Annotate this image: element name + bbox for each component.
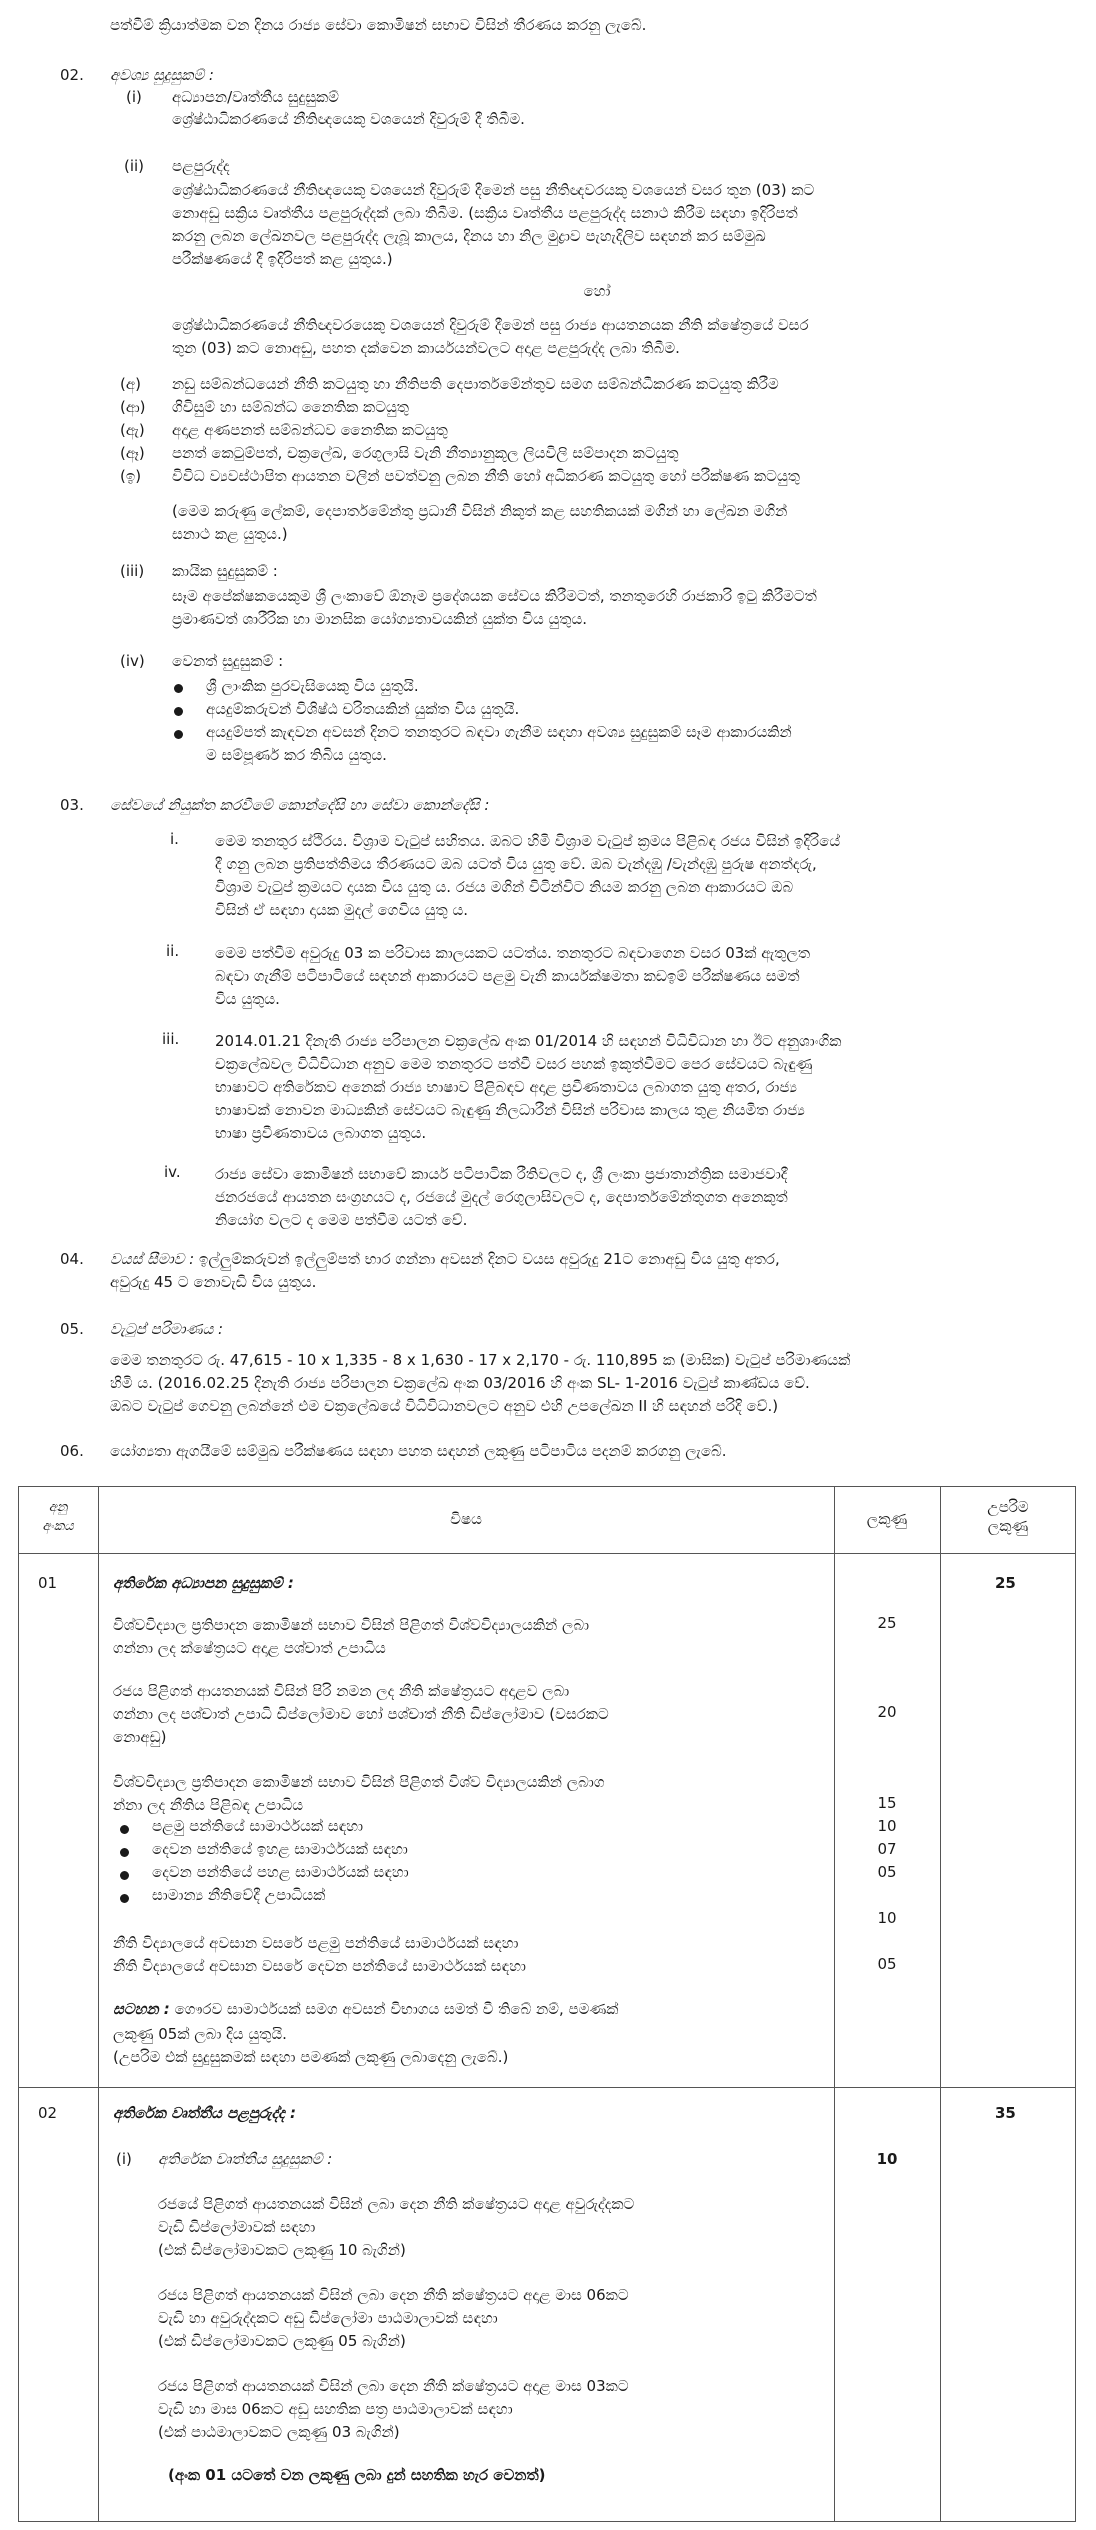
row-01-c-bullet: පළමු පන්තියේ සාමාර්ථයක් සඳහා [152,1817,364,1835]
s02-i-title: අධ්‍යාපන/වෘත්තීය සුදුසුකම් [172,88,339,106]
section-04-line2: අවුරුදු 45 ට නොවැඩි විය යුතුය. [110,1273,317,1291]
s02-iii-text: සෑම අපේක්ෂකයෙකුම ශ්‍රී ලංකාවේ ඕනෑම ප්‍රදේශයක සේවය කිරීමටත්, තනතුරෙහි රාජකාරි ඉටු කිරීමටත් ප්‍රමාණවත් ශාරීරික හා මානසික යෝග්‍යතාවයකින් යුක්ත විය යුතුය. [172,587,817,628]
bullet-icon [120,1894,129,1903]
section-03-heading: සේවයේ නියුක්ත කරවීමේ කොන්දේසි හා සේවා කොන්දේසි : [110,796,490,814]
header-marks: ලකුණු [866,1510,908,1528]
header-subject: විෂය [450,1510,482,1528]
list-item: පනත් කෙටුම්පත්, චක්‍රලේඛ, රෙගුලාසි වැනි නීත්‍යානුකූල ලියවිලි සම්පාදන කටයුතු [172,444,679,462]
row-02-group-2: රජය පිළිගත් ආයතනයක් විසින් ලබා දෙන නීති ක්ෂේත්‍රයට අදාළ මාස 06කට වැඩි හා අවුරුද්දකට අඩු ඩිප්ලෝමා පාඨමාලාවක් සඳහා (එක් ඩිප්ලෝමාවකට ලකුණු 05 බැගින්) [158,2286,629,2350]
list-marker: (ආ) [120,398,146,416]
row-02-max: 35 [995,2104,1016,2122]
section-02-number: 02. [60,66,84,84]
section-05-text: මෙම තනතුරට රු. 47,615 - 10 x 1,335 - 8 x 1,630 - 17 x 2,170 - රු. 110,895 ක (මාසික) වැටුප් පරිමාණයක් හිමි ය. (2016.02.25 දිනැති රාජ්‍ය පරිපාලන චක්‍රලේඛ අංක 03/2016 හි අංක SL- 1-2016 වැටුප් කාණ්ඩය වේ. ඔබට වැටුප් ගෙවනු ලබන්නේ එම චක්‍රලේඛයේ විධිවිධානවලට අනුව එහි උපලේඛන II හි සඳහන් පරිදි වේ.) [110,1351,851,1415]
bullet-icon [174,707,183,716]
list-item: නඩු සම්බන්ධයෙන් නීති කටයුතු හා නීතිපති දෙපාර්තමේන්තුව සමග සම්බන්ධීකරණ කටයුතු කිරීම [172,375,779,393]
row-01-max: 25 [995,1574,1016,1592]
section-05-heading: වැටුප් පරිමාණය : [110,1320,224,1338]
s02-i-marker: (i) [126,88,142,106]
list-marker: (ඈ) [120,444,145,462]
row-01-c-marks: 05 [877,1863,897,1881]
bullet-icon [120,1825,129,1834]
s02-iv-title: වෙනත් සුදුසුකම් : [172,652,284,670]
s03-item-iii: 2014.01.21 දිනැති රාජ්‍ය පරිපාලන චක්‍රලේඛ අංක 01/2014 හි සඳහන් විධිවිධාන හා ඊට අනුශාංගික චක්‍රලේඛවල විධිවිධාන අනුව මෙම තනතුරට පත්වී වසර පහක් ඉකුත්වීමට පෙර සේවයට බැඳුණු භාෂාවට අතිරේකව අනෙක් රාජ්‍ය භාෂාව පිළිබඳව අදාළ ප්‍රවීණතාවය ලබාගත යුතු අතර, රාජ්‍ය භාෂාවක් නොවන මාධ්‍යකින් සේවයට බැඳුණු නිලධාරීන් විසින් පරිවාස කාලය තුළ නියමිත රාජ්‍ය භාෂා ප්‍රවීණතාවය ලබාගත යුතුය. [215,1032,842,1142]
section-05-number: 05. [60,1320,84,1338]
note-label: සටහන : [113,2000,170,2018]
s02-iv-marker: (iv) [120,652,145,670]
row-01-d-marks: 05 [877,1955,897,1973]
list-item: ගිවිසුම් හා සම්බන්ධ නෛතික කටයුතු [172,398,409,416]
bullet-icon [120,1871,129,1880]
s02-iv-bullet-3-cont: ම සම්පූර්ණ කර තිබිය යුතුය. [206,746,387,764]
bullet-icon [174,730,183,739]
section-04-heading: වයස් සීමාව : [110,1250,195,1268]
row-01-c-bullet: දෙවන පන්තියේ ඉහළ සාමාර්ථයක් සඳහා [152,1840,408,1858]
s02-iv-bullet-2: අයදුම්කරුවන් විශිෂ්ඨ චරිතයකින් යුක්ත විය යුතුයි. [206,700,520,718]
header-number: අනු අංකය [42,1500,74,1534]
row-02-group-3: රජය පිළිගත් ආයතනයක් විසින් ලබා දෙන නීති ක්ෂේත්‍රයට අදාළ මාස 03කට වැඩි හා මාස 06කට අඩු සහතික පත්‍ර පාඨමාලාවක් සඳහා (එක් පාඨමාලාවකට ලකුණු 03 බැගින්) [158,2377,629,2441]
section-02-heading: අවශ්‍ය සුදුසුකම් : [110,66,214,84]
s02-i-text: ශ්‍රේෂ්ඨාධිකරණයේ නීතිඥයෙකු වශයෙන් දිවුරුම් දී තිබීම. [172,110,525,128]
list-marker: (ඉ) [120,467,142,485]
s03-item-ii: මෙම පත්වීම අවුරුදු 03 ක පරිවාස කාලයකට යටත්ය. තනතුරට බඳවාගෙන වසර 03ක් ඇතුලත බඳවා ගැනීම් පටිපාටියේ සඳහන් ආකාරයට පළමු වැනි කාර්යක්ෂමතා කඩඉම් පරීක්ෂණය සමත් විය යුතුය. [215,944,811,1008]
row-01-c-marks: 07 [877,1840,897,1858]
section-06-text: යෝග්‍යතා ඇගයීමේ සම්මුඛ පරීක්ෂණය සඳහා පහත සඳහන් ලකුණු පටිපාටිය පදනම් කරගනු ලැබේ. [110,1442,727,1460]
section-04-line1: වයස් සීමාව : ඉල්ලුම්කරුවන් ඉල්ලුම්පත් භාර ගන්නා අවසන් දිනට වයස අවුරුදු 21ට නොඅඩු විය යුතු අතර, [110,1250,780,1268]
row-02-group-1: රජයේ පිළිගත් ආයතනයක් විසින් ලබා දෙන නීති ක්ෂේත්‍රයට අදාළ අවුරුද්දකට වැඩි ඩිප්ලෝමාවක් සඳහා (එක් ඩිප්ලෝමාවකට ලකුණු 10 බැගින්) [158,2195,635,2259]
row-01-title: අතිරේක අධ්‍යාපන සුදුසුකම් : [113,1574,294,1592]
row-02-sub-marks: 10 [876,2150,898,2168]
row-01-c-marks: 10 [877,1817,897,1835]
s02-ii-marker: (ii) [124,157,145,175]
row-01-item-b-marks: 20 [877,1703,897,1721]
row-02-sub-marker: (i) [116,2150,132,2168]
s03-item-marker: iv. [164,1163,181,1181]
s02-iii-marker: (iii) [120,562,145,580]
s02-iii-title: කායික සුදුසුකම් : [172,562,278,580]
row-01-item-c: විශ්වවිද්‍යාල ප්‍රතිපාදන කොමිෂන් සභාව විසින් පිළිගත් විශ්ව විද්‍යාලයකින් ලබාග න්නා ලද නීතිය පිළිබඳ උපාධිය [113,1773,605,1814]
s02-ii-para1: ශ්‍රේෂ්ඨාධිකරණයේ නීතිඥයෙකු වශයෙන් දිවුරුම් දීමෙන් පසු නීතිඥවරයකු වශයෙන් වසර තුන (03) කට නොඅඩු සක්‍රිය වෘත්තීය පළපුරුද්දක් ලබා තිබීම. (සක්‍රිය වෘත්තීය පළපුරුද්ද සනාථ කිරීම සඳහා ඉදිරිපත් කරනු ලබන ලේඛනවල පළපුරුද්ද ලැබූ කාලය, දිනය හා නිල මුද්‍රාව පැහැදිලිව සඳහන් කර සම්මුඛ පරීක්ෂණයේ දී ඉදිරිපත් කළ යුතුය.) [172,181,815,268]
bullet-icon [174,684,183,693]
row-01-item-b: රජය පිළිගත් ආයතනයක් විසින් පිරි නමන ලද නීති ක්ෂේත්‍රයට අදාළව ලබා ගන්නා ලද පශ්චාත් උපාධි ඩිප්ලෝමාව හෝ පශ්චාත් නීති ඩිප්ලෝමාව (වසරකට නොඅඩු) [113,1682,609,1746]
row-02-title: අතිරේක වෘත්තීය පළපුරුද්ද : [113,2104,297,2122]
s02-ii-para2: ශ්‍රේෂ්ඨාධිකරණයේ නීතිඥවරයෙකු වශයෙන් දිවුරුම් දීමෙන් පසු රාජ්‍ය ආයතනයක නීති ක්ෂේත්‍රයේ වසර තුන (03) කට නොඅඩු, පහත දක්වෙන කාර්යයන්වලට අදාළ පළපුරුද්ද ලබා තිබීම. [172,316,809,357]
row-01-item-d: නීති විද්‍යාලයේ අවසාන වසරේ පළමු පන්තියේ සාමාර්ථයක් සඳහා නීති විද්‍යාලයේ අවසාන වසරේ දෙවන පන්තියේ සාමාර්ථයක් සඳහා [113,1934,526,1975]
section-04-number: 04. [60,1250,84,1268]
list-marker: (ඇ) [120,421,145,439]
s02-iv-bullet-3: අයදුම්පත් කැඳවන අවසන් දිනට තනතුරට බඳවා ගැනීම සඳහා අවශ්‍ය සුදුසුකම් සෑම ආකාරයකින් [206,723,792,741]
row-01-item-a: විශ්වවිද්‍යාල ප්‍රතිපාදන කොමිෂන් සභාව විසින් පිළිගත් විශ්වවිද්‍යාලයකින් ලබා ගන්නා ලද ක්ෂේත්‍රයට අදාළ පශ්චාත් උපාධිය [113,1616,590,1657]
s03-item-marker: i. [170,830,179,848]
list-item: විවිධ ව්‍යවස්ථාපිත ආයතන වලින් පවත්වනු ලබන නීති හෝ අධිකරණ කටයුතු හෝ පරීක්ෂණ කටයුතු [172,467,800,485]
row-01-note-line1: සටහන : ගෞරව සාමාර්ථයක් සමග අවසන් විභාගය සමත් වී තිබේ නම්, පමණක් [113,2000,619,2018]
row-01-c-marks: 15 [877,1794,897,1812]
s03-item-marker: iii. [162,1030,180,1048]
row-01-note-rest: ලකුණු 05ක් ලබා දිය යුතුයි. (උපරිම එක් සුදුසුකමක් සඳහා පමණක් ලකුණු ලබාදෙනු ලැබේ.) [113,2025,509,2066]
s03-item-marker: ii. [166,942,180,960]
s03-item-i: මෙම තනතුර ස්ථිරය. විශ්‍රාම වැටුප් සහිතය. ඔබට හිමි විශ්‍රාම වැටුප් ක්‍රමය පිළිබඳ රජය විසින් ඉදිරියේ දී ගනු ලබන ප්‍රතිපත්තිමය තීරණයට ඔබ යටත් විය යුතු වේ. ඔබ වැන්දඹු /වැන්දඹු පුරුෂ අනත්දරු, විශ්‍රාම වැටුප් ක්‍රමයට දායක විය යුතු ය. රජය මගින් විටින්විට නියම කරනු ලබන ආකාරයට ඔබ විසින් ඒ සඳහා දායක මුදල් ගෙවිය යුතු ය. [215,832,841,919]
section-03-number: 03. [60,796,84,814]
top-line: පත්වීම් ක්‍රියාත්මක වන දිනය රාජ්‍ය සේවා කොමිෂන් සභාව විසින් තීරණය කරනු ලැබේ. [110,16,647,34]
s03-item-iv: රාජ්‍ය සේවා කොමිෂන් සභාවේ කාර්ය පටිපාටික රීතිවලට ද, ශ්‍රී ලංකා ප්‍රජාතාන්ත්‍රික සමාජවාදී ජනරජයේ ආයතන සංග්‍රහයට ද, රජයේ මුදල් රෙගුලාසිවලට ද, දෙපාර්තමේන්තුගත අනෙකුත් නියෝග වලට ද මෙම පත්වීම යටත් වේ. [215,1165,788,1229]
row-01-d-marks: 10 [877,1909,897,1927]
bullet-icon [120,1848,129,1857]
s02-iv-bullet-1: ශ්‍රී ලාංකික පුරවැසියෙකු විය යුතුයි. [206,677,419,695]
row-01-number: 01 [38,1574,58,1592]
row-02-number: 02 [38,2104,58,2122]
list-item: අදාළ අණපනත් සම්බන්ධව නෛතික කටයුතු [172,421,448,439]
row-02-footer: (අංක 01 යටතේ වන ලකුණු ලබා දුන් සහතික හැර වෙනත්) [168,2466,546,2484]
list-marker: (අ) [120,375,141,393]
s02-ii-title: පළපුරුද්ද [172,157,230,175]
row-01-c-bullet: සාමාන්‍ය නීතිවේදී උපාධියක් [152,1886,326,1904]
section-06-number: 06. [60,1442,84,1460]
row-02-sub-title: අතිරේක වෘත්තීය සුදුසුකම් : [158,2150,333,2168]
row-01-item-a-marks: 25 [877,1614,897,1632]
header-max-marks: උපරිම ලකුණු [987,1498,1029,1535]
or-text: හෝ [583,282,611,300]
s02-ii-note: (මෙම කරුණු ලේකම්, දෙපාර්තමේන්තු ප්‍රධානී විසින් නිකුත් කළ සහතිකයක් මගින් හා ලේඛන මගින් සනාථ කළ යුතුය.) [172,502,788,543]
row-01-c-bullet: දෙවන පන්තියේ පහළ සාමාර්ථයක් සඳහා [152,1863,409,1881]
